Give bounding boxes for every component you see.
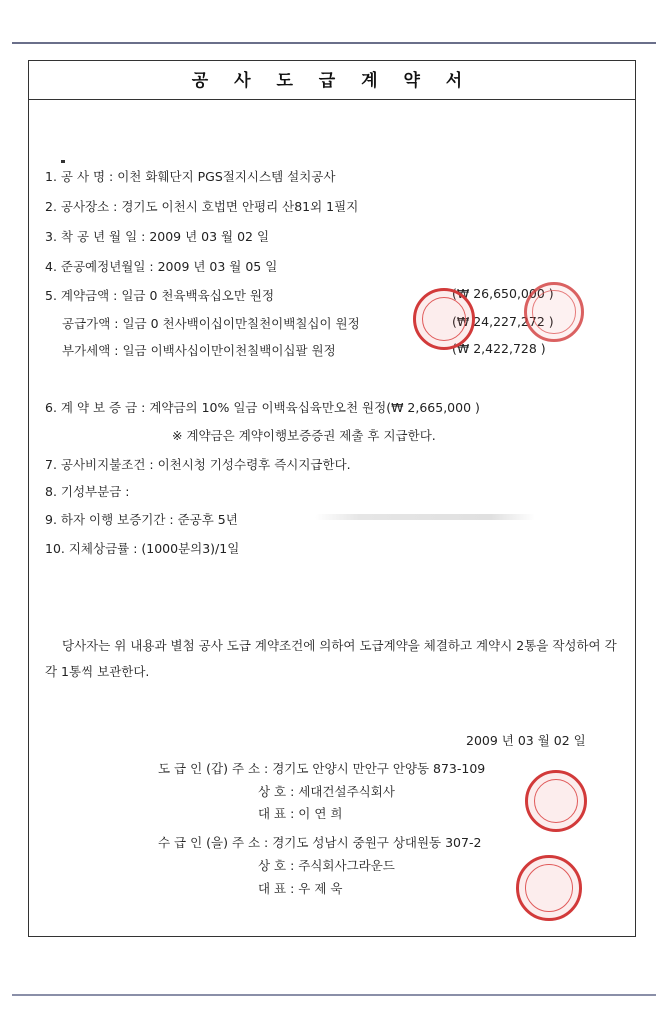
item-supply-value: 공급가액 : 일금 0 천사백이십이만칠천이백칠십이 원정 [62,316,360,331]
contract-date: 2009 년 03 월 02 일 [466,733,586,748]
subcontractor-representative: 대 표 : 우 제 욱 [258,881,343,896]
item-contract-amount: 5. 계약금액 : 일금 0 천육백육십오만 원정 [45,288,275,303]
item-performance-bond: 6. 계 약 보 증 금 : 계약금의 10% 일금 이백육십육만오천 원정(₩ 2,665,000 ) [45,400,480,415]
item-note: ※ 계약금은 계약이행보증증권 제출 후 지급한다. [172,428,436,443]
item-project-location: 2. 공사장소 : 경기도 이천시 호법면 안평리 산81외 1필지 [45,199,359,214]
contractor-company: 상 호 : 세대건설주식회사 [258,784,395,799]
amount-supply: (₩ 24,227,272 ) [452,314,554,329]
item-warranty-period: 9. 하자 이행 보증기간 : 준공후 5년 [45,512,238,527]
item-vat: 부가세액 : 일금 이백사십이만이천칠백이십팔 원정 [62,343,336,358]
document-title: 공 사 도 급 계 약 서 [191,71,473,91]
subcontractor-company: 상 호 : 주식회사그라운드 [258,858,395,873]
item-start-date: 3. 착 공 년 월 일 : 2009 년 03 월 02 일 [45,229,270,244]
subcontractor-seal-stamp [516,855,582,921]
contractor-seal-stamp [525,770,587,832]
company-seal-stamp [413,288,475,350]
stray-mark [61,160,65,163]
agreement-paragraph: 당사자는 위 내용과 별첨 공사 도급 계약조건에 의하여 도급계약을 체결하고 계약시 2통을 작성하여 각각 1통씩 보관한다. [45,638,617,679]
item-progress-payment: 8. 기성부분금 : [45,484,130,499]
item-project-name: 1. 공 사 명 : 이천 화훼단지 PGS절지시스템 설치공사 [45,169,336,184]
item-completion-date: 4. 준공예정년월일 : 2009 년 03 월 05 일 [45,259,278,274]
item-late-penalty: 10. 지체상금률 : (1000분의3)/1일 [45,541,240,556]
contractor-representative: 대 표 : 이 연 희 [258,806,343,821]
subcontractor-address: 수 급 인 (을) 주 소 : 경기도 성남시 중원구 상대원동 307-2 [158,835,482,850]
item-payment-terms: 7. 공사비지불조건 : 이천시청 기성수령후 즉시지급한다. [45,457,351,472]
amount-total: (₩ 26,650,000 ) [452,286,554,301]
scan-smudge [315,514,535,520]
title-divider [29,99,635,100]
company-seal-stamp [524,282,584,342]
amount-vat: (₩ 2,422,728 ) [452,341,546,356]
contractor-address: 도 급 인 (갑) 주 소 : 경기도 안양시 만안구 안양동 873-109 [158,761,486,776]
